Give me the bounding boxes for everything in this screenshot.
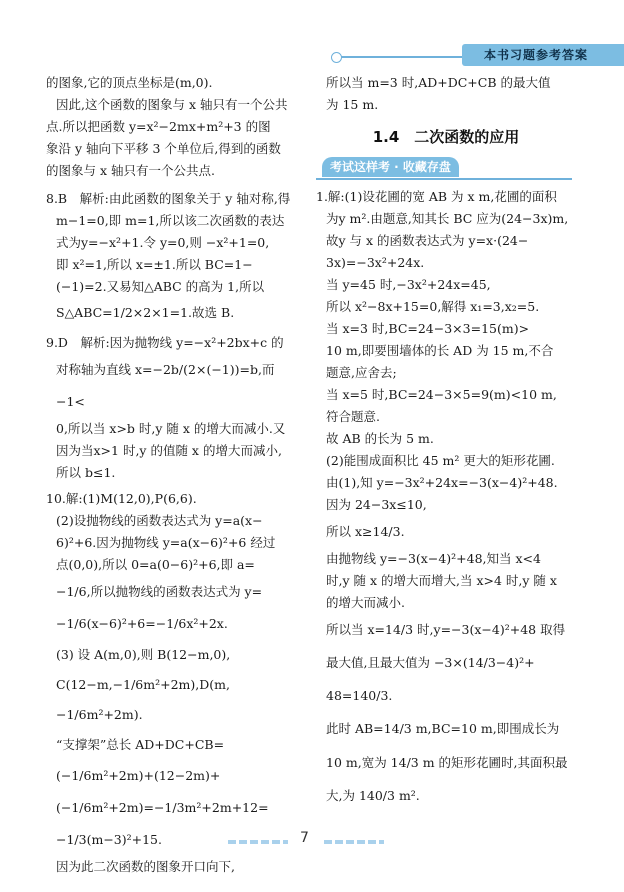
text-line: (2)设抛物线的函数表达式为 y=a(x−: [56, 513, 263, 528]
text-line: S△ABC=1/2×2×1=1.故选 B.: [56, 305, 235, 320]
text-line: (−1/6m²+2m)=−1/3m²+2m+12=: [56, 800, 269, 815]
text-line: (−1)=2.又易知△ABC 的高为 1,所以: [56, 279, 265, 294]
answer-1: 1.解:(1)设花圃的宽 AB 为 x m,花圃的面积: [316, 189, 557, 204]
text-line: 题意,应舍去;: [326, 365, 397, 380]
text-line: 由(1),知 y=−3x²+24x=−3(x−4)²+48.: [326, 475, 558, 490]
text-line: 的增大而减小.: [326, 595, 405, 610]
text-line: 时,y 随 x 的增大而增大,当 x>4 时,y 随 x: [326, 573, 557, 588]
text-line: C(12−m,−1/6m²+2m),D(m,−1/6m²+2m).: [56, 677, 230, 722]
text-line: −1/3(m−3)²+15.: [56, 832, 162, 847]
text-line: 所以当 x=14/3 时,y=−3(x−4)²+48 取得: [326, 622, 566, 637]
text-line: 当 x=5 时,BC=24−3×5=9(m)<10 m,: [326, 387, 557, 402]
text-line: 10 m,宽为 14/3 m 的矩形花圃时,其面积最: [326, 755, 568, 770]
text-line: −1/6(x−6)²+6=−1/6x²+2x.: [56, 616, 228, 631]
text-line: 大,为 140/3 m².: [326, 788, 420, 803]
text-line: 因为当x>1 时,y 的值随 x 的增大而减小,: [56, 443, 282, 458]
header-title: 本书习题参考答案: [484, 48, 589, 62]
text-line: 所以 x²−8x+15=0,解得 x₁=3,x₂=5.: [326, 299, 540, 314]
text-line: 因此,这个函数的图象与 x 轴只有一个公共: [56, 97, 288, 112]
answer-8: 8.B 解析:由此函数的图象关于 y 轴对称,得: [46, 191, 291, 206]
text-line: 10 m,即要围墙体的长 AD 为 15 m,不合: [326, 343, 554, 358]
text-line: 因为此二次函数的图象开口向下,: [56, 859, 235, 874]
text-line: −1/6,所以抛物线的函数表达式为 y=: [56, 584, 263, 599]
text-line: 因为 24−3x≤10,: [326, 497, 427, 512]
text-line: 符合题意.: [326, 409, 380, 424]
text-line: 此时 AB=14/3 m,BC=10 m,即围成长为: [326, 721, 560, 736]
text-line: 0,所以当 x>b 时,y 随 x 的增大而减小.又: [56, 421, 286, 436]
text-line: 所以当 m=3 时,AD+DC+CB 的最大值: [326, 75, 551, 90]
text-line: 即 x²=1,所以 x=±1.所以 BC=1−: [56, 257, 253, 272]
text-line: 点.所以把函数 y=x²−2mx+m²+3 的图: [46, 119, 271, 134]
answer-9: 9.D 解析:因为抛物线 y=−x²+2bx+c 的: [46, 335, 284, 350]
text-line: 3x)=−3x²+24x.: [326, 255, 425, 270]
page-dots-right: [324, 840, 384, 844]
section-bar-label: 考试这样考 · 收藏存盘: [322, 157, 459, 177]
text-line: 最大值,且最大值为 −3×(14/3−4)²+: [326, 655, 535, 670]
text-line: m−1=0,即 m=1,所以该二次函数的表达: [56, 213, 285, 228]
section-bar: [316, 156, 576, 178]
text-line: 当 x=3 时,BC=24−3×3=15(m)>: [326, 321, 530, 336]
text-line: 对称轴为直线 x=−2b/(2×(−1))=b,而 −1<: [56, 362, 275, 409]
text-line: 象沿 y 轴向下平移 3 个单位后,得到的函数: [46, 141, 281, 156]
text-line: 故 AB 的长为 5 m.: [326, 431, 434, 446]
text-line: 所以 b≤1.: [56, 465, 116, 480]
text-line: 当 y=45 时,−3x²+24x=45,: [326, 277, 491, 292]
text-line: 48=140/3.: [326, 688, 393, 703]
header-dot: [331, 52, 342, 63]
text-line: 点(0,0),所以 0=a(0−6)²+6,即 a=: [56, 557, 255, 572]
page-dots-left: [228, 840, 288, 844]
text-line: 由抛物线 y=−3(x−4)²+48,知当 x<4: [326, 551, 541, 566]
text-line: 为 15 m.: [326, 97, 379, 112]
right-column: [316, 72, 576, 812]
text-line: 式为y=−x²+1.令 y=0,则 −x²+1=0,: [56, 235, 270, 250]
text-line: 的图象与 x 轴只有一个公共点.: [46, 163, 215, 178]
text-line: (3) 设 A(m,0),则 B(12−m,0),: [56, 647, 231, 662]
text-line: 的图象,它的顶点坐标是(m,0).: [46, 75, 213, 90]
page-number: 7: [300, 830, 309, 846]
left-column: [46, 72, 304, 878]
text-line: 6)²+6.因为抛物线 y=a(x−6)²+6 经过: [56, 535, 276, 550]
section-title: 1.4 二次函数的应用: [372, 128, 520, 146]
text-line: (2)能围成面积比 45 m² 更大的矩形花圃.: [326, 453, 555, 468]
text-line: (−1/6m²+2m)+(12−2m)+: [56, 768, 221, 783]
text-line: 为y m².由题意,知其长 BC 应为(24−3x)m,: [326, 211, 569, 226]
answer-10: 10.解:(1)M(12,0),P(6,6).: [46, 491, 197, 506]
text-line: 所以 x≥14/3.: [326, 524, 405, 539]
text-line: 故y 与 x 的函数表达式为 y=x·(24−: [326, 233, 529, 248]
text-line: “支撑架”总长 AD+DC+CB=: [56, 737, 225, 752]
